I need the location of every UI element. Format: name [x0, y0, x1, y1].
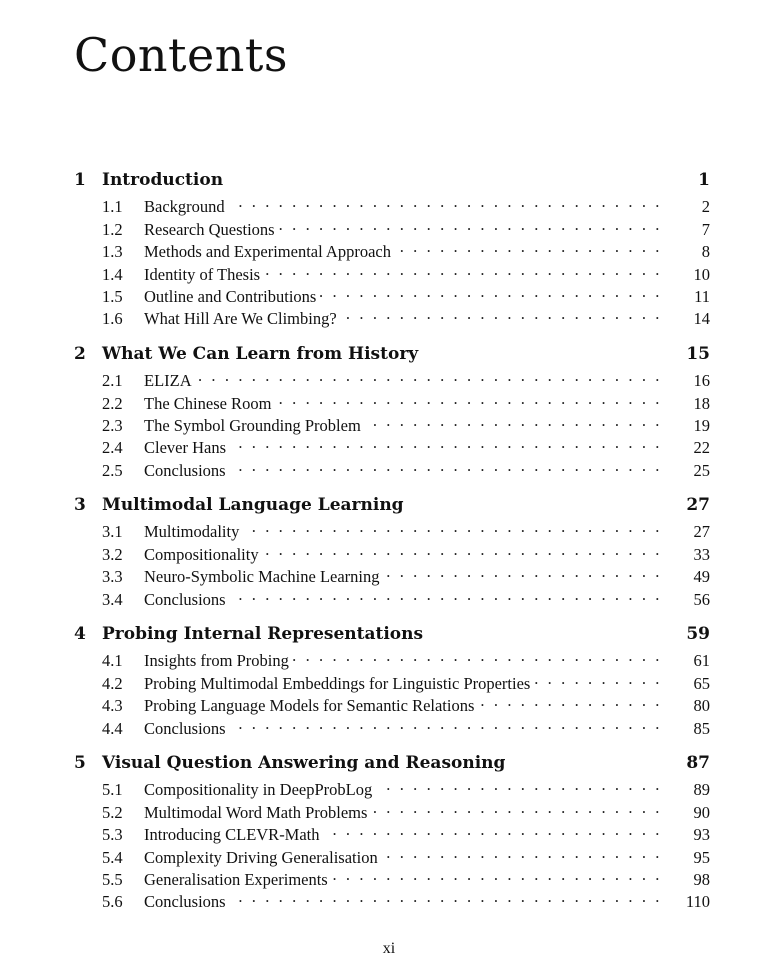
dot-leader	[324, 820, 662, 840]
section-number: 4.3	[102, 696, 123, 716]
dot-leader	[395, 237, 662, 257]
section-number: 2.4	[102, 438, 123, 458]
section-title: Generalisation Experiments	[144, 869, 328, 889]
dot-leader	[376, 775, 662, 795]
section-page-number: 80	[693, 696, 710, 716]
section-page-number: 49	[693, 567, 710, 587]
section-title: The Chinese Room	[144, 393, 272, 413]
section-page-number: 85	[693, 718, 710, 738]
section-title: Conclusions	[144, 589, 226, 609]
page-number: xi	[382, 940, 396, 957]
section-number: 4.1	[102, 651, 123, 671]
dot-leader	[196, 366, 662, 386]
toc-chapter	[74, 624, 710, 736]
section-page-number: 93	[693, 825, 710, 845]
section-title: The Symbol Grounding Problem	[144, 415, 361, 435]
section-number: 1.3	[102, 242, 123, 262]
dot-leader	[534, 669, 662, 689]
chapter-number: 5	[74, 752, 86, 773]
toc-section-entry[interactable]	[74, 865, 710, 887]
chapter-number: 2	[74, 343, 86, 364]
toc-section-entry[interactable]	[74, 517, 710, 542]
toc-section-entry[interactable]	[74, 691, 710, 716]
section-page-number: 10	[693, 264, 710, 284]
section-title: Research Questions	[144, 219, 275, 239]
toc-section-entry[interactable]	[74, 798, 710, 820]
chapter-number: 1	[74, 170, 86, 190]
section-title: Multimodal Word Math Problems	[144, 802, 368, 822]
section-page-number: 16	[693, 371, 710, 391]
section-page-number: 7	[701, 219, 710, 239]
section-title: Probing Multimodal Embeddings for Linguistic Properties	[144, 673, 531, 693]
section-number: 4.2	[102, 673, 123, 693]
section-number: 1.2	[102, 219, 123, 239]
section-number: 1.4	[102, 264, 123, 284]
section-title: Probing Language Models for Semantic Relations	[144, 696, 475, 716]
toc-section-entry[interactable]	[74, 669, 710, 691]
section-number: 3.3	[102, 567, 123, 587]
section-page-number: 18	[693, 393, 710, 413]
dot-leader	[382, 843, 662, 863]
dot-leader	[243, 517, 662, 537]
section-page-number: 110	[685, 892, 710, 912]
toc-section-entry[interactable]	[74, 775, 710, 800]
section-page-number: 33	[693, 544, 710, 564]
chapter-title: What We Can Learn from History	[102, 343, 419, 364]
chapter-number: 4	[74, 624, 86, 645]
section-number: 1.5	[102, 286, 123, 306]
dot-leader	[293, 646, 662, 666]
section-number: 5.3	[102, 825, 123, 845]
section-number: 1.1	[102, 197, 123, 217]
section-number: 2.1	[102, 371, 123, 391]
toc-section-entry[interactable]	[74, 282, 710, 304]
dot-leader	[230, 433, 662, 453]
table-of-contents	[74, 170, 710, 927]
page-title: Contents	[74, 28, 288, 82]
section-number: 5.2	[102, 802, 123, 822]
toc-section-entry[interactable]	[74, 843, 710, 865]
toc-section-entry[interactable]	[74, 192, 710, 217]
toc-chapter	[74, 753, 710, 910]
toc-section-entry[interactable]	[74, 215, 710, 237]
toc-chapter-entry[interactable]	[74, 495, 710, 517]
section-number: 2.3	[102, 415, 123, 435]
chapter-title: Visual Question Answering and Reasoning	[102, 752, 506, 773]
section-page-number: 65	[693, 673, 710, 693]
toc-section-entry[interactable]	[74, 540, 710, 562]
section-number: 4.4	[102, 718, 123, 738]
section-number: 5.5	[102, 869, 123, 889]
section-number: 5.1	[102, 780, 123, 800]
toc-chapter	[74, 344, 710, 478]
section-title: Multimodality	[144, 522, 240, 542]
dot-leader	[279, 215, 662, 235]
toc-chapter-entry[interactable]	[74, 170, 710, 192]
toc-section-entry[interactable]	[74, 389, 710, 411]
dot-leader	[263, 540, 662, 560]
section-page-number: 27	[693, 522, 710, 542]
toc-chapter-entry[interactable]	[74, 624, 710, 646]
toc-chapter-entry[interactable]	[74, 344, 710, 366]
section-page-number: 95	[693, 847, 710, 867]
section-number: 5.4	[102, 847, 123, 867]
section-number: 3.4	[102, 589, 123, 609]
dot-leader	[230, 887, 662, 907]
dot-leader	[275, 389, 662, 409]
dot-leader	[230, 714, 662, 734]
toc-section-entry[interactable]	[74, 887, 710, 912]
toc-chapter	[74, 170, 710, 327]
section-title: What Hill Are We Climbing?	[144, 309, 337, 329]
section-title: Identity of Thesis	[144, 264, 261, 284]
dot-leader	[230, 585, 662, 605]
toc-section-entry[interactable]	[74, 585, 710, 607]
toc-section-entry[interactable]	[74, 646, 710, 671]
toc-chapter	[74, 495, 710, 607]
dot-leader	[365, 411, 662, 431]
dot-leader	[230, 456, 662, 476]
section-page-number: 2	[701, 197, 710, 217]
chapter-page-number: 87	[686, 752, 710, 773]
chapter-page-number: 15	[686, 343, 710, 364]
section-page-number: 98	[693, 869, 710, 889]
dot-leader	[332, 865, 662, 885]
section-title: Complexity Driving Generalisation	[144, 847, 378, 867]
section-number: 3.2	[102, 544, 123, 564]
toc-section-entry[interactable]	[74, 411, 710, 433]
section-page-number: 56	[693, 589, 710, 609]
section-page-number: 25	[693, 460, 710, 480]
dot-leader	[341, 304, 662, 324]
section-title: Insights from Probing	[144, 651, 289, 671]
section-title: Conclusions	[144, 892, 226, 912]
section-title: ELIZA	[144, 371, 192, 391]
section-number: 2.5	[102, 460, 123, 480]
section-number: 2.2	[102, 393, 123, 413]
chapter-page-number: 27	[686, 495, 710, 516]
dot-leader	[371, 798, 662, 818]
section-title: Conclusions	[144, 718, 226, 738]
toc-section-entry[interactable]	[74, 304, 710, 329]
section-title: Methods and Experimental Approach	[144, 242, 391, 262]
toc-section-entry[interactable]	[74, 562, 710, 587]
section-title: Compositionality in DeepProbLog	[144, 780, 373, 800]
dot-leader	[229, 192, 662, 212]
section-page-number: 90	[693, 802, 710, 822]
chapter-title: Multimodal Language Learning	[102, 495, 404, 516]
toc-section-entry[interactable]	[74, 366, 710, 391]
toc-chapter-entry[interactable]	[74, 753, 710, 775]
chapter-page-number: 1	[698, 170, 710, 190]
section-page-number: 89	[693, 780, 710, 800]
section-page-number: 61	[693, 651, 710, 671]
dot-leader	[384, 562, 662, 582]
dot-leader	[478, 691, 662, 711]
chapter-number: 3	[74, 495, 86, 516]
toc-section-entry[interactable]	[74, 237, 710, 262]
chapter-title: Introduction	[102, 170, 224, 190]
section-number: 3.1	[102, 522, 123, 542]
chapter-page-number: 59	[686, 624, 710, 645]
toc-section-entry[interactable]	[74, 456, 710, 478]
section-title: Conclusions	[144, 460, 226, 480]
toc-section-entry[interactable]	[74, 433, 710, 458]
toc-section-entry[interactable]	[74, 260, 710, 282]
section-title: Compositionality	[144, 544, 259, 564]
toc-section-entry[interactable]	[74, 714, 710, 736]
dot-leader	[264, 260, 662, 280]
chapter-title: Probing Internal Representations	[102, 624, 424, 645]
section-title: Background	[144, 197, 225, 217]
section-number: 1.6	[102, 309, 123, 329]
section-title: Introducing CLEVR-Math	[144, 825, 320, 845]
section-page-number: 22	[693, 438, 710, 458]
section-page-number: 14	[693, 309, 710, 329]
section-title: Outline and Contributions	[144, 286, 317, 306]
toc-section-entry[interactable]	[74, 820, 710, 845]
section-number: 5.6	[102, 892, 123, 912]
section-page-number: 8	[701, 242, 710, 262]
section-title: Clever Hans	[144, 438, 227, 458]
section-page-number: 11	[694, 286, 710, 306]
section-title: Neuro-Symbolic Machine Learning	[144, 567, 380, 587]
section-page-number: 19	[693, 415, 710, 435]
dot-leader	[320, 282, 662, 302]
